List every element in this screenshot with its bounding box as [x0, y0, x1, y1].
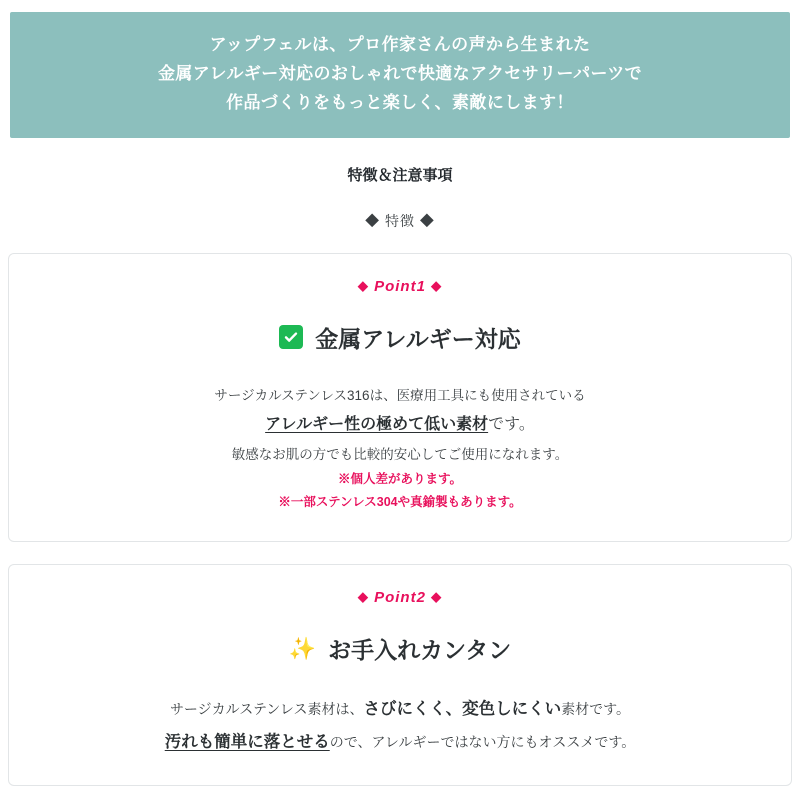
diamond-icon: ◆	[431, 589, 443, 605]
point-2-emphasis-2: 汚れも簡単に落とせる	[164, 733, 330, 752]
point-heading-2	[29, 632, 771, 665]
point-2-line-1	[29, 693, 771, 726]
product-feature-page	[0, 12, 800, 812]
point-2-line-1-tail: 素材です。	[561, 701, 631, 718]
hero-line-3: 作品づくりをもっと楽しく、素敵にします！	[226, 93, 574, 113]
diamond-icon: ◆	[431, 277, 443, 293]
point-1-line-1: サージカルステンレス316は、医療用工具にも使用されている	[214, 387, 586, 403]
point-1-body	[29, 382, 771, 516]
point-label-1	[29, 278, 771, 295]
diamond-icon: ◆	[357, 277, 369, 293]
hero-line-2: 金属アレルギー対応のおしゃれで快適なアクセサリーパーツで	[157, 64, 643, 84]
point-2-line-2	[29, 726, 771, 759]
point-2-line-1-head: サージカルステンレス素材は、	[169, 701, 364, 718]
point-1-line-2-tail: です。	[488, 415, 535, 433]
point-1-emphasis: アレルギー性の極めて低い素材	[265, 415, 489, 433]
point-2-line-2-tail: ので、アレルギーではない方にもオススメです。	[329, 734, 636, 751]
point-label-text: Point2	[374, 589, 426, 607]
point-1-line-3: 敏感なお肌の方でも比較的安心してご使用になれます。	[231, 446, 569, 462]
sparkles-icon: ✨	[288, 635, 317, 661]
green-check-icon	[279, 325, 303, 349]
point-2-body	[29, 693, 771, 759]
point-heading-1	[29, 321, 771, 354]
diamond-icon: ◆	[357, 589, 369, 605]
point-label-text: Point1	[374, 277, 426, 295]
point-card-1	[8, 253, 792, 543]
subsection-title: ◆ 特徴 ◆	[365, 212, 435, 229]
hero-banner	[10, 12, 790, 138]
point-heading-text: 金属アレルギー対応	[315, 325, 521, 352]
point-label-2	[29, 589, 771, 606]
point-1-note-2: ※一部ステンレス304や真鍮製もあります。	[278, 495, 522, 510]
page-title: 特徴＆注意事項	[347, 166, 453, 184]
point-card-2	[8, 564, 792, 786]
point-2-emphasis-1: さびにくく、変色しにくい	[363, 700, 562, 719]
point-1-note-1: ※個人差があります。	[337, 471, 462, 486]
point-heading-text: お手入れカンタン	[328, 637, 512, 664]
hero-line-1: アップフェルは、プロ作家さんの声から生まれた	[209, 35, 591, 54]
point-1-line-2	[29, 409, 771, 441]
